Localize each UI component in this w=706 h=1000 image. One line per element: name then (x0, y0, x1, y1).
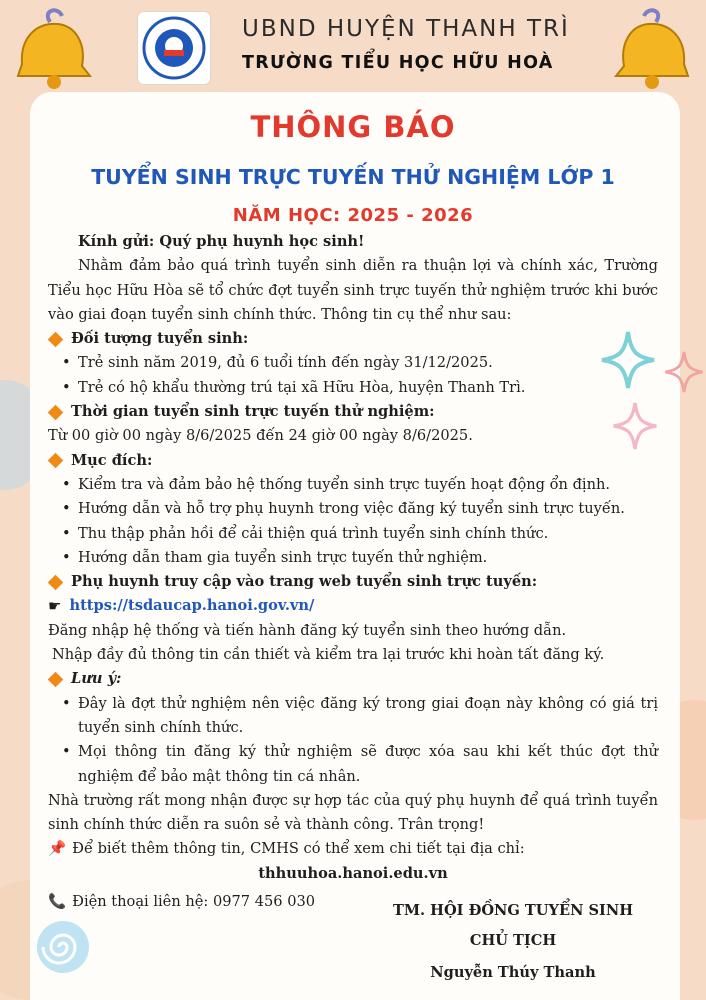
diamond-bullet-icon (48, 575, 64, 591)
list-item: • Trẻ có hộ khẩu thường trú tại xã Hữu Hòa, huyện Thanh Trì. (62, 378, 526, 396)
section-title: Đối tượng tuyển sinh: (71, 330, 249, 348)
list-item: • Đây là đợt thử nghiệm nên việc đăng ký trong giai đoạn này không có giá trị tuyển sinh chính thức. (62, 694, 658, 736)
section-time (48, 400, 658, 424)
instruction-line: Đăng nhập hệ thống và tiến hành đăng ký tuyển sinh theo hướng dẫn. (48, 621, 567, 639)
list-item: • Trẻ sinh năm 2019, đủ 6 tuổi tính đến ngày 31/12/2025. (62, 354, 493, 372)
pin-icon: 📌 (48, 840, 67, 858)
diamond-bullet-icon (48, 672, 64, 688)
pointing-hand-icon: ☛ (48, 597, 62, 616)
school-logo-emblem (142, 16, 206, 80)
section-title: Mục đích: (71, 451, 153, 469)
notice-body (48, 230, 658, 914)
diamond-bullet-icon (48, 404, 64, 420)
signature-role: CHỦ TỊCH (469, 932, 557, 949)
diamond-bullet-icon (48, 332, 64, 348)
greeting: Kính gửi: Quý phụ huynh học sinh! (78, 233, 365, 250)
notice-title: THÔNG BÁO (250, 110, 456, 144)
list-item: • Mọi thông tin đăng ký thử nghiệm sẽ được xóa sau khi kết thúc đợt thử nghiệm để bảo mật thông tin cá nhân. (62, 743, 658, 785)
section-title: Phụ huynh truy cập vào trang web tuyển sinh trực tuyến: (71, 573, 538, 591)
phone-row: 📞 Điện thoại liên hệ: 0977 456 030 (48, 890, 658, 914)
section-purpose (48, 449, 658, 473)
phone-icon: 📞 (48, 893, 67, 911)
section-access (48, 570, 658, 594)
more-info-row: 📌 Để biết thêm thông tin, CMHS có thể xem chi tiết tại địa chỉ: (48, 837, 658, 861)
instruction-line: Nhập đầy đủ thông tin cần thiết và kiểm tra lại trước khi hoàn tất đăng ký. (52, 646, 605, 664)
school-name: TRƯỜNG TIỂU HỌC HỮU HOÀ (242, 53, 554, 73)
list-item: • Hướng dẫn và hỗ trợ phụ huynh trong việc đăng ký tuyển sinh trực tuyến. (62, 500, 625, 518)
signature-name: Nguyễn Thúy Thanh (430, 964, 596, 981)
bell-icon (2, 4, 98, 96)
school-logo (138, 12, 210, 84)
closing-paragraph: Nhà trường rất mong nhận được sự hợp tác của quý phụ huynh để quá trình tuyển sinh chính thức diễn ra suôn sẻ và thành công. Trân trọng! (48, 791, 658, 834)
bell-icon (608, 4, 704, 96)
section-title: Lưu ý: (71, 670, 122, 688)
link-row (48, 594, 658, 618)
notice-subject: TUYỂN SINH TRỰC TUYẾN THỬ NGHIỆM LỚP 1 (91, 165, 615, 189)
section-title: Thời gian tuyển sinh trực tuyến thử nghiệm: (71, 403, 435, 421)
school-website[interactable]: thhuuhoa.hanoi.edu.vn (258, 864, 448, 882)
school-year: NĂM HỌC: 2025 - 2026 (232, 205, 474, 226)
intro-paragraph: Nhằm đảm bảo quá trình tuyển sinh diễn ra thuận lợi và chính xác, Trường Tiểu học Hữu Hòa sẽ tổ chức đợt tuyển sinh trực tuyến thử nghiệm trước khi bước vào giai đoạn tuyển sinh chính thức. Thông tin cụ thể như sau: (48, 257, 658, 323)
list-item: • Thu thập phản hồi để cải thiện quá trình tuyển sinh chính thức. (62, 524, 549, 542)
signature-council: TM. HỘI ĐỒNG TUYỂN SINH (393, 902, 633, 919)
list-item: • Kiểm tra và đảm bảo hệ thống tuyển sinh trực tuyến hoạt động ổn định. (62, 475, 611, 493)
section-note (48, 667, 658, 691)
time-range: Từ 00 giờ 00 ngày 8/6/2025 đến 24 giờ 00 ngày 8/6/2025. (48, 427, 473, 445)
header (0, 0, 706, 92)
sparkle-star-icon (664, 350, 704, 394)
enrollment-link[interactable]: https://tsdaucap.hanoi.gov.vn/ (69, 597, 315, 615)
swirl-icon (28, 912, 98, 982)
list-item: • Hướng dẫn tham gia tuyển sinh trực tuyến thử nghiệm. (62, 548, 488, 566)
district-name: UBND HUYỆN THANH TRÌ (242, 16, 570, 42)
section-target (48, 327, 658, 351)
diamond-bullet-icon (48, 453, 64, 469)
